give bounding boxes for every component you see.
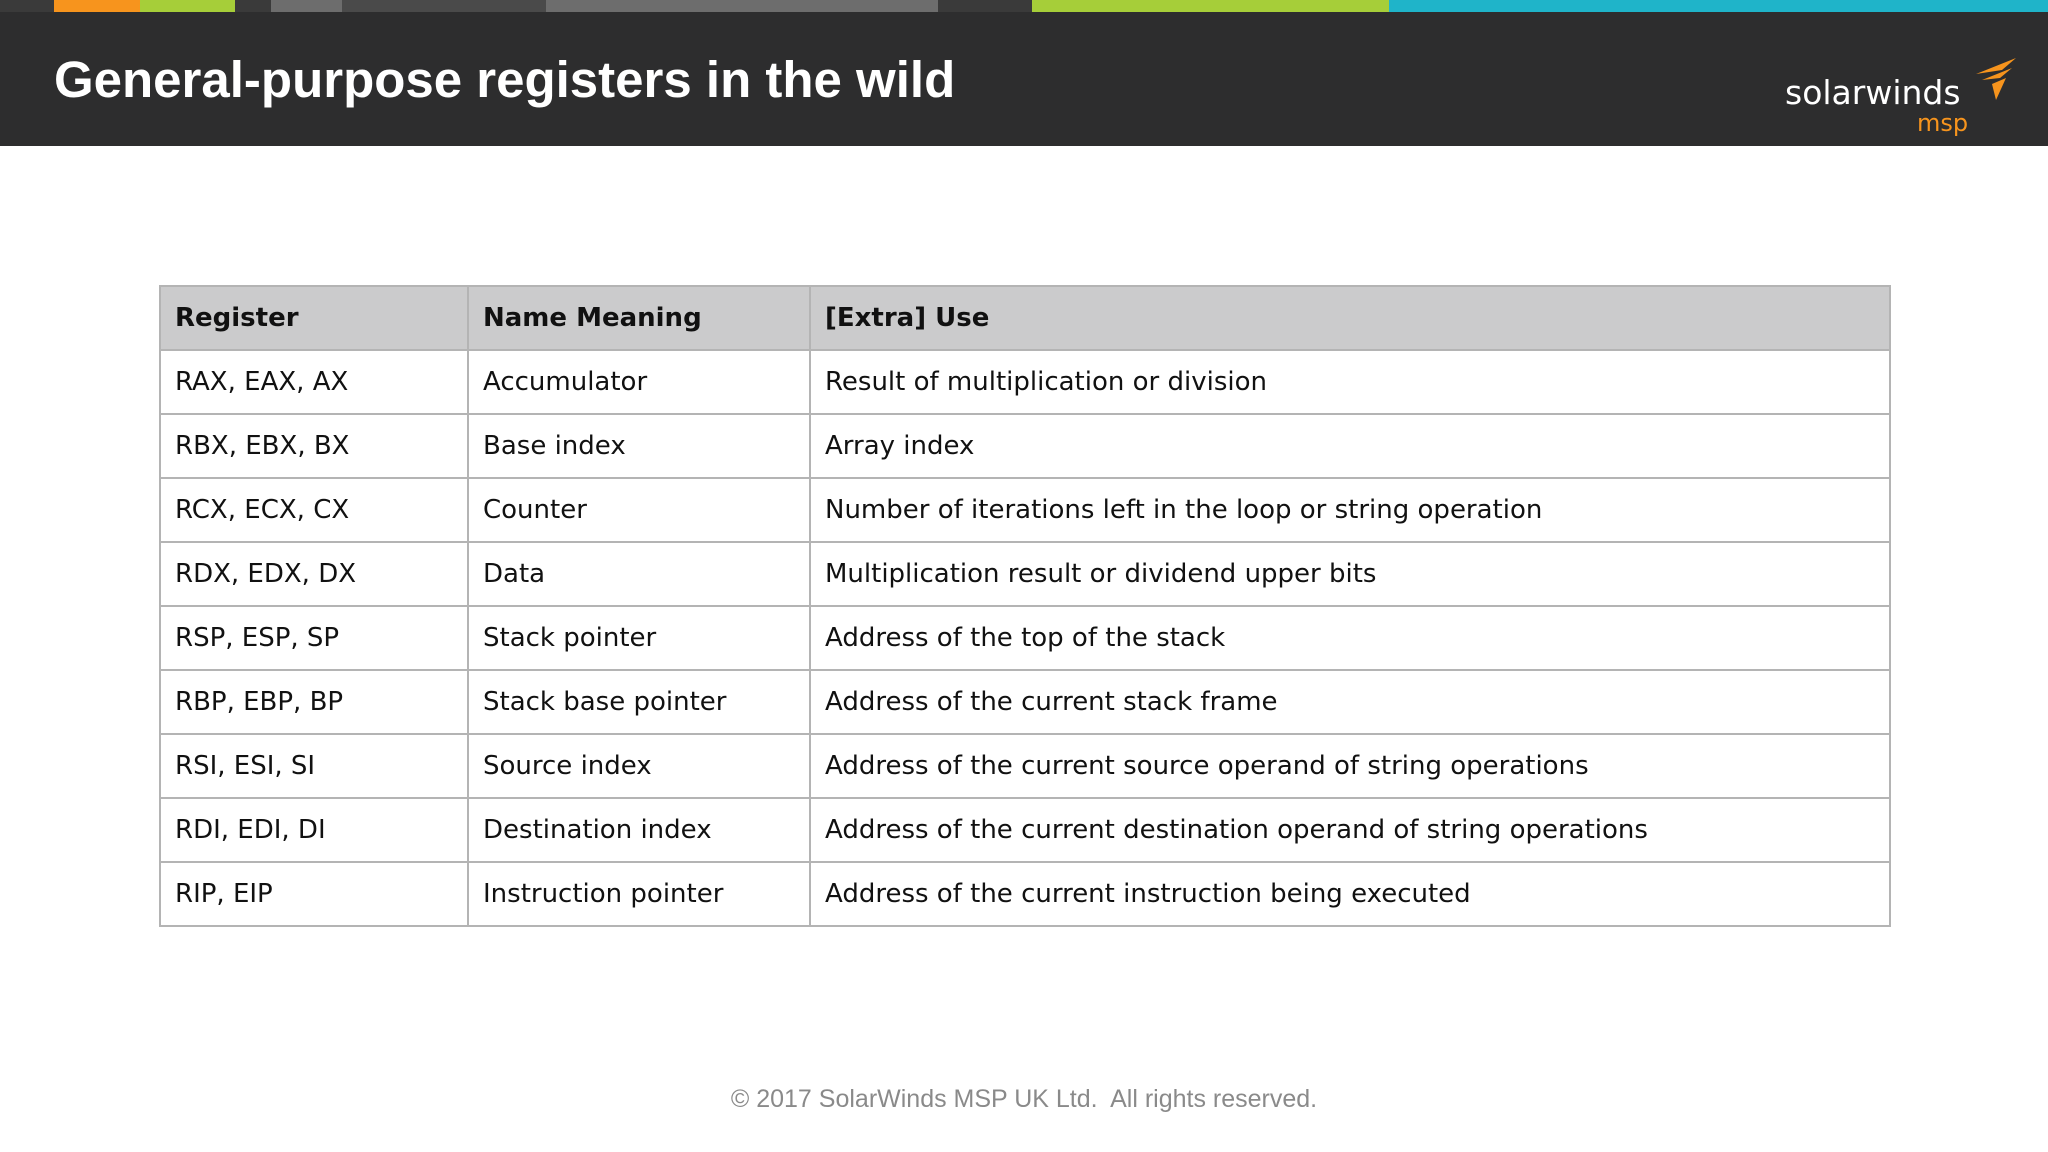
column-header-extra-use: [Extra] Use [810, 286, 1890, 350]
name-meaning-cell: Destination index [468, 798, 810, 862]
register-cell: RBX, EBX, BX [160, 414, 468, 478]
column-header-register: Register [160, 286, 468, 350]
table-row [160, 862, 1890, 926]
table-row [160, 478, 1890, 542]
strip-segment-green [140, 0, 235, 12]
extra-use-cell: Number of iterations left in the loop or string operation [810, 478, 1890, 542]
header-bar [0, 12, 2048, 146]
extra-use-cell: Result of multiplication or division [810, 350, 1890, 414]
extra-use-cell: Address of the current stack frame [810, 670, 1890, 734]
name-meaning-cell: Base index [468, 414, 810, 478]
extra-use-cell: Array index [810, 414, 1890, 478]
extra-use-cell: Multiplication result or dividend upper bits [810, 542, 1890, 606]
firebird-logo-icon [1972, 56, 2020, 104]
register-cell: RIP, EIP [160, 862, 468, 926]
column-header-name-meaning: Name Meaning [468, 286, 810, 350]
extra-use-cell: Address of the top of the stack [810, 606, 1890, 670]
register-cell: RBP, EBP, BP [160, 670, 468, 734]
register-cell: RDX, EDX, DX [160, 542, 468, 606]
table-row [160, 670, 1890, 734]
table-row [160, 414, 1890, 478]
name-meaning-cell: Stack pointer [468, 606, 810, 670]
strip-segment [342, 0, 546, 12]
table-header-row [160, 286, 1890, 350]
table-row [160, 350, 1890, 414]
register-cell: RDI, EDI, DI [160, 798, 468, 862]
table-row [160, 734, 1890, 798]
strip-segment [235, 0, 271, 12]
strip-segment-green [1032, 0, 1389, 12]
registers-table-container [159, 285, 1889, 927]
copyright-footer: © 2017 SolarWinds MSP UK Ltd. All rights reserved. [730, 1085, 1318, 1113]
register-cell: RSP, ESP, SP [160, 606, 468, 670]
name-meaning-cell: Counter [468, 478, 810, 542]
table-row [160, 798, 1890, 862]
extra-use-cell: Address of the current destination operand of string operations [810, 798, 1890, 862]
top-color-strip [0, 0, 2048, 12]
register-cell: RCX, ECX, CX [160, 478, 468, 542]
name-meaning-cell: Data [468, 542, 810, 606]
strip-segment-orange [54, 0, 140, 12]
extra-use-cell: Address of the current source operand of string operations [810, 734, 1890, 798]
strip-segment [546, 0, 938, 12]
strip-segment [938, 0, 1032, 12]
registers-table [159, 285, 1891, 927]
name-meaning-cell: Accumulator [468, 350, 810, 414]
name-meaning-cell: Instruction pointer [468, 862, 810, 926]
slide-title: General-purpose registers in the wild [54, 51, 956, 108]
solarwinds-msp-logo [1780, 46, 2020, 142]
register-cell: RAX, EAX, AX [160, 350, 468, 414]
logo-submark: msp [1917, 109, 1969, 137]
register-cell: RSI, ESI, SI [160, 734, 468, 798]
strip-segment [0, 0, 54, 12]
logo-wordmark: solarwinds [1785, 73, 1961, 112]
strip-segment [271, 0, 342, 12]
name-meaning-cell: Source index [468, 734, 810, 798]
table-row [160, 606, 1890, 670]
extra-use-cell: Address of the current instruction being executed [810, 862, 1890, 926]
strip-segment-teal [1389, 0, 2048, 12]
table-row [160, 542, 1890, 606]
name-meaning-cell: Stack base pointer [468, 670, 810, 734]
